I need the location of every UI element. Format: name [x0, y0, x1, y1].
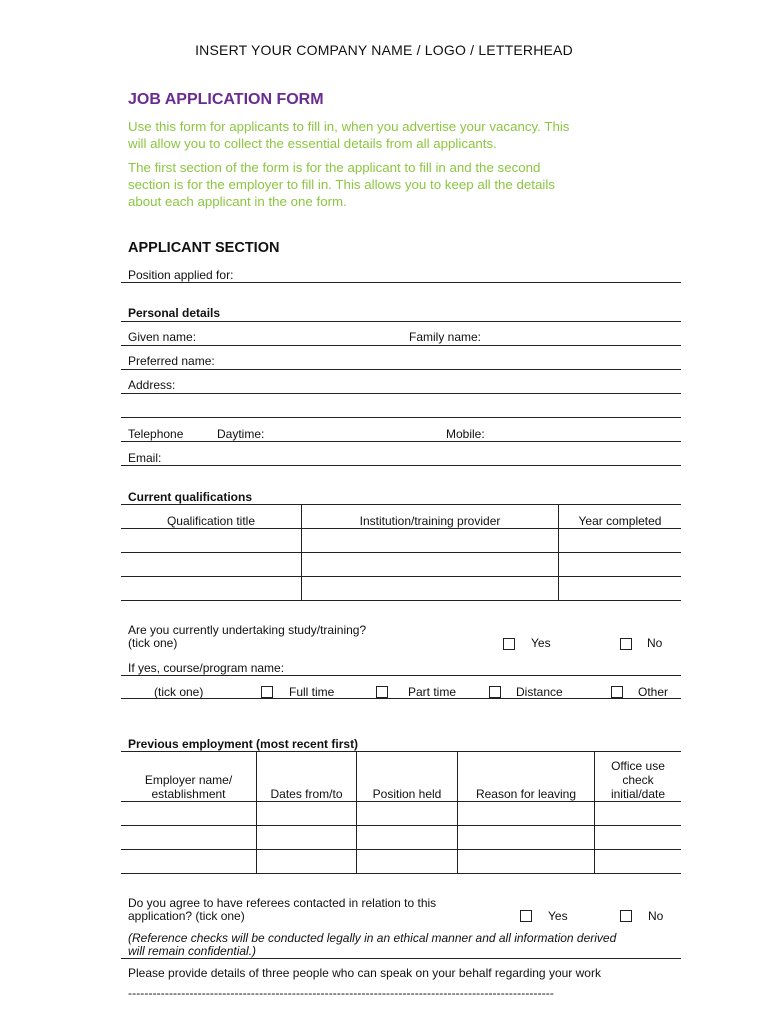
- study-question: Are you currently undertaking study/training?: [128, 623, 367, 637]
- course-name-field[interactable]: [121, 675, 681, 676]
- header-line: initial/date: [610, 787, 666, 801]
- email-label: Email:: [128, 451, 162, 465]
- column-header-position: Position held: [372, 787, 442, 801]
- mobile-label: Mobile:: [446, 427, 485, 441]
- employment-heading: Previous employment (most recent first): [128, 737, 359, 751]
- other-label: Other: [638, 685, 669, 699]
- study-yes-checkbox[interactable]: [503, 638, 515, 650]
- table-border: [121, 528, 681, 529]
- full-time-checkbox[interactable]: [261, 686, 273, 698]
- telephone-label: Telephone: [128, 427, 184, 441]
- column-header-office-use: [595, 759, 681, 801]
- position-applied-label: Position applied for:: [128, 268, 234, 282]
- family-name-label: Family name:: [409, 330, 482, 344]
- divider: [121, 321, 681, 322]
- address-field-line-2[interactable]: [121, 417, 681, 418]
- table-border: [121, 504, 681, 505]
- part-time-checkbox[interactable]: [376, 686, 388, 698]
- study-no-label: No: [647, 636, 663, 650]
- table-row[interactable]: [121, 600, 681, 601]
- address-field[interactable]: [121, 393, 681, 394]
- table-row[interactable]: [121, 576, 681, 577]
- intro-line: section is for the employer to fill in. This allows you to keep all the details: [128, 177, 555, 192]
- column-header-reason: Reason for leaving: [475, 787, 577, 801]
- preferred-name-field[interactable]: [121, 369, 681, 370]
- position-applied-field[interactable]: [121, 282, 681, 283]
- referees-no-checkbox[interactable]: [620, 910, 632, 922]
- referees-yes-label: Yes: [548, 909, 568, 923]
- reference-note: (Reference checks will be conducted legally in an ethical manner and all information derived: [128, 931, 617, 945]
- study-yes-label: Yes: [531, 636, 551, 650]
- intro-paragraph-1: [128, 118, 658, 152]
- telephone-field[interactable]: [121, 441, 681, 442]
- daytime-label: Daytime:: [217, 427, 265, 441]
- address-label: Address:: [128, 378, 176, 392]
- header-line: check: [622, 773, 654, 787]
- study-no-checkbox[interactable]: [620, 638, 632, 650]
- divider: [121, 698, 681, 699]
- column-header: Year completed: [578, 514, 662, 528]
- qualifications-heading: Current qualifications: [128, 490, 253, 504]
- preferred-name-label: Preferred name:: [128, 354, 215, 368]
- table-row[interactable]: [121, 825, 681, 826]
- column-divider: [356, 751, 357, 873]
- intro-line: will allow you to collect the essential details from all applicants.: [128, 136, 497, 151]
- column-header-employer: [121, 773, 256, 801]
- table-border: [121, 751, 681, 752]
- given-name-label: Given name:: [128, 330, 197, 344]
- course-name-label: If yes, course/program name:: [128, 661, 285, 675]
- referee-details-instruction: Please provide details of three people who can speak on your behalf regarding your work: [128, 966, 601, 980]
- email-field[interactable]: [121, 465, 681, 466]
- name-field[interactable]: [121, 345, 681, 346]
- column-header-dates: Dates from/to: [270, 787, 343, 801]
- letterhead-placeholder: INSERT YOUR COMPANY NAME / LOGO / LETTERHEAD: [195, 42, 573, 58]
- personal-details-heading: Personal details: [128, 306, 221, 320]
- table-row[interactable]: [121, 849, 681, 850]
- header-line: Employer name/: [144, 773, 233, 787]
- divider: [121, 958, 681, 959]
- form-title: JOB APPLICATION FORM: [128, 91, 324, 108]
- tick-one-label: (tick one): [154, 685, 204, 699]
- reference-note-continued: will remain confidential.): [128, 944, 257, 958]
- distance-checkbox[interactable]: [489, 686, 501, 698]
- applicant-section-heading: APPLICANT SECTION: [128, 240, 280, 256]
- study-question-hint: (tick one): [128, 636, 178, 650]
- referees-question: Do you agree to have referees contacted in relation to this: [128, 896, 437, 910]
- header-line: Office use: [611, 759, 665, 773]
- referees-yes-checkbox[interactable]: [520, 910, 532, 922]
- column-divider: [457, 751, 458, 873]
- table-row[interactable]: [121, 552, 681, 553]
- column-header: Qualification title: [166, 514, 256, 528]
- table-row[interactable]: [121, 873, 681, 874]
- intro-line: Use this form for applicants to fill in, when you advertise your vacancy. This: [128, 119, 570, 134]
- table-border: [121, 801, 681, 802]
- other-checkbox[interactable]: [611, 686, 623, 698]
- intro-paragraph-2: [128, 159, 658, 210]
- dashed-separator: --------------------------------------------------------------------------------------------------------: [128, 986, 554, 1000]
- referees-question-hint: application? (tick one): [128, 909, 245, 923]
- column-divider: [256, 751, 257, 873]
- distance-label: Distance: [516, 685, 563, 699]
- header-line: establishment: [151, 787, 226, 801]
- part-time-label: Part time: [408, 685, 457, 699]
- full-time-label: Full time: [289, 685, 335, 699]
- intro-line: The first section of the form is for the applicant to fill in and the second: [128, 160, 541, 175]
- intro-line: about each applicant in the one form.: [128, 194, 347, 209]
- column-header: Institution/training provider: [359, 514, 501, 528]
- referees-no-label: No: [648, 909, 664, 923]
